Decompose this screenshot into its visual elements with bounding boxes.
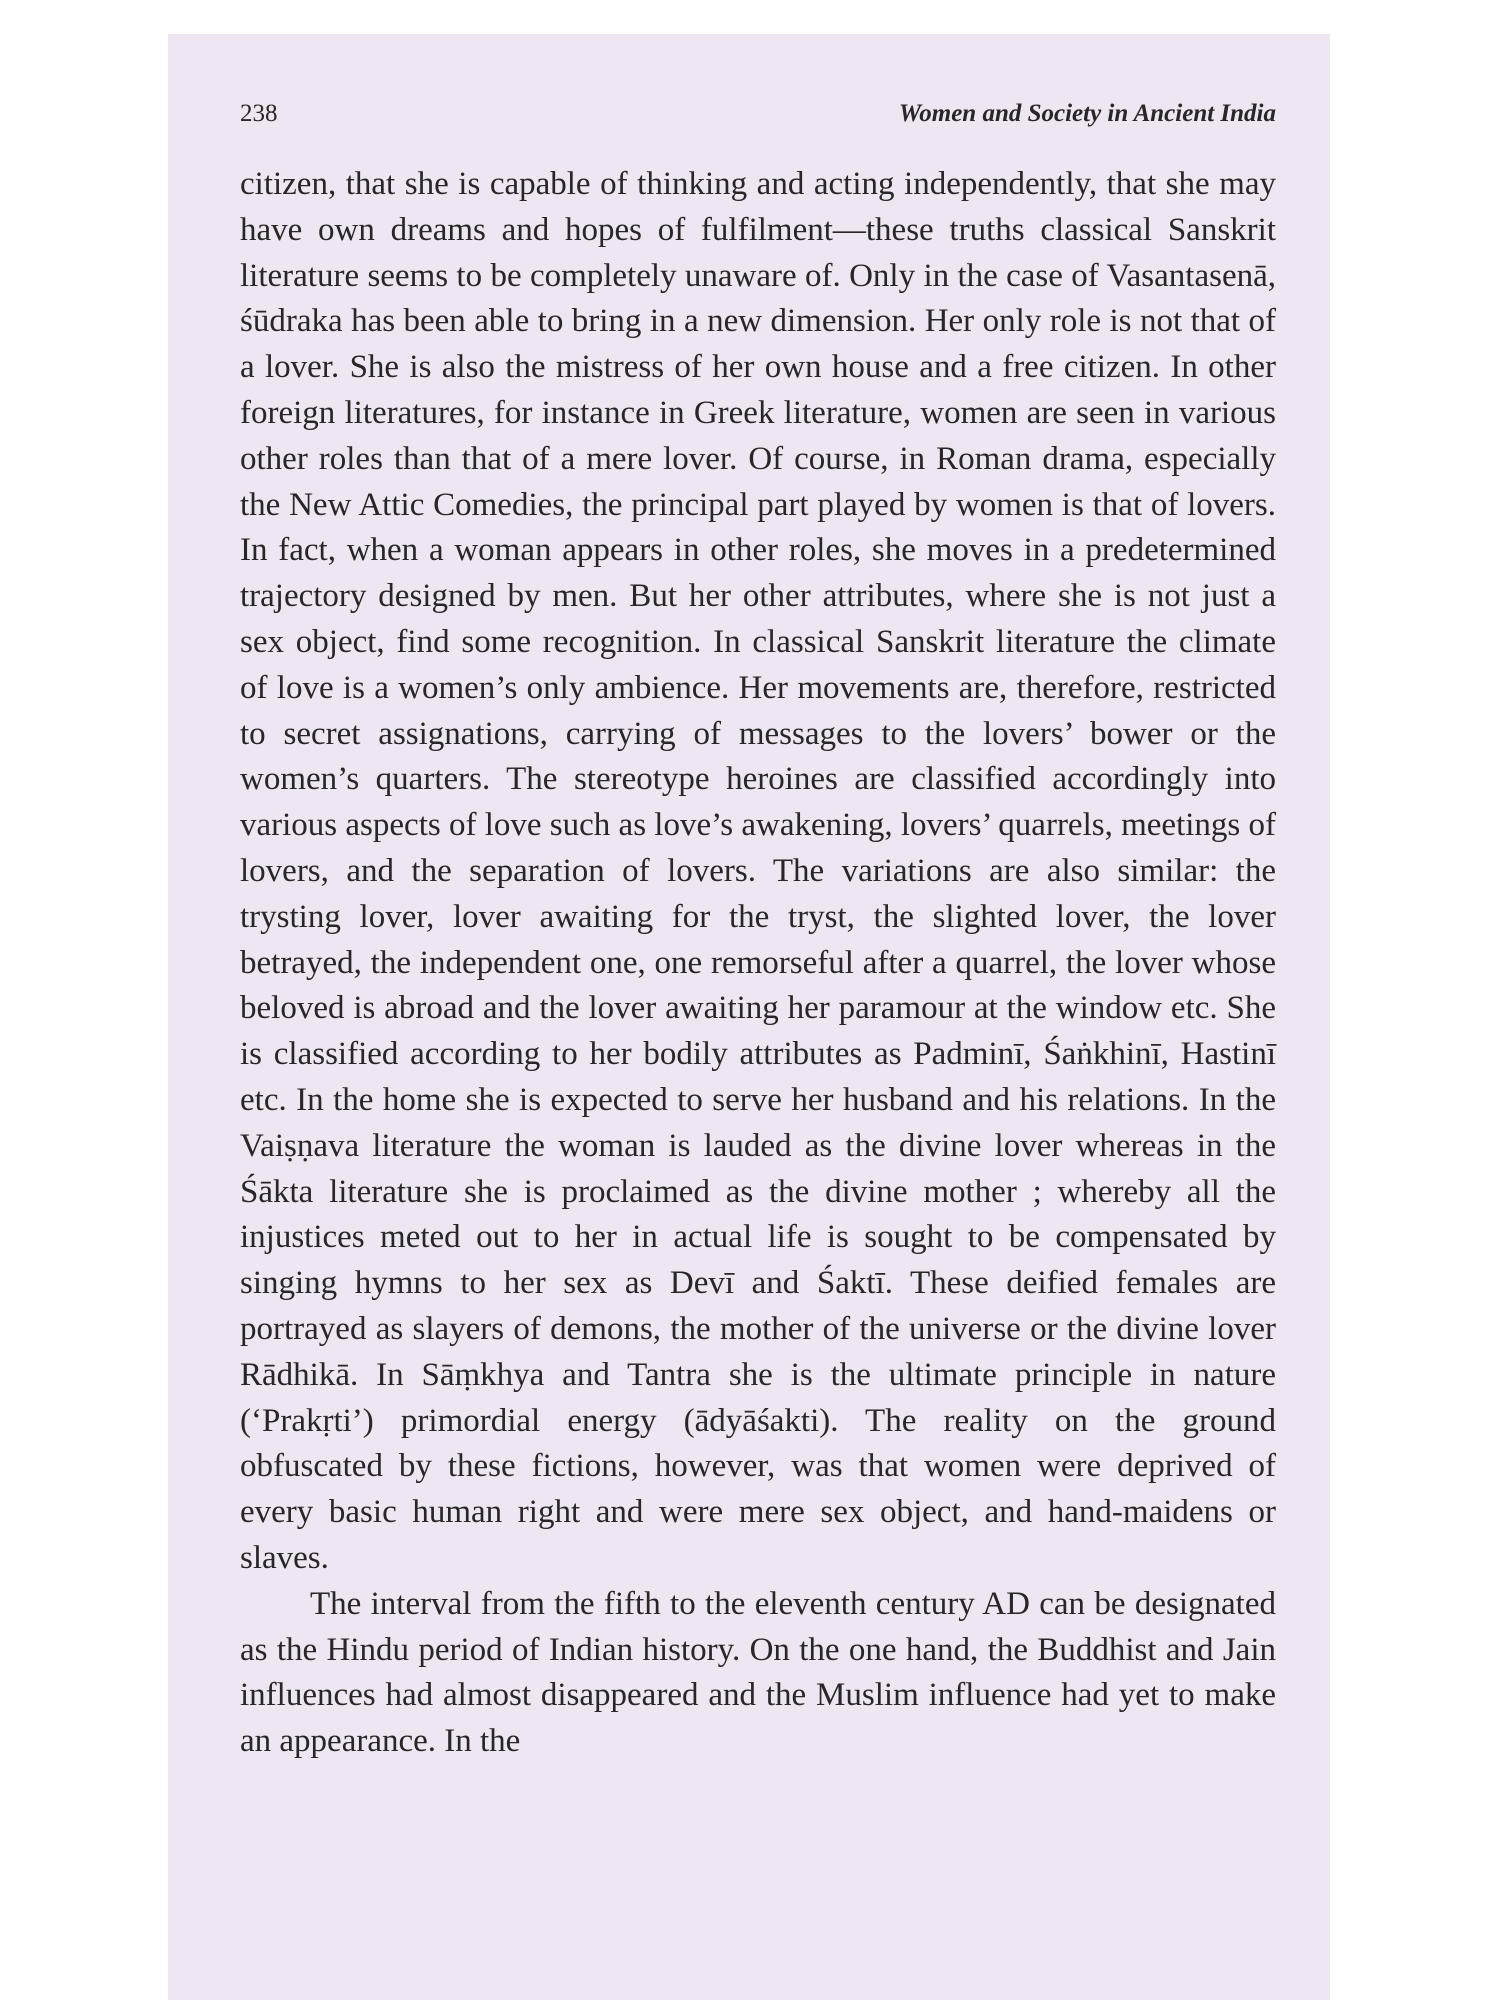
body-text (240, 162, 1276, 1765)
paragraph: citizen, that she is capable of thinking and acting independently, that she may have own dreams and hopes of fulfilment—these truths classical Sanskrit literature seems to be completely unaware of. Only in the case of Vasantasenā, śūdraka has been able to bring in a new dimension. Her only role is not that of a lover. She is also the mistress of her own house and a free citizen. In other foreign literatures, for instance in Greek literature, women are seen in various other roles than that of a mere lover. Of course, in Roman drama, especially the New Attic Comedies, the principal part played by women is that of lovers. In fact, when a woman appears in other roles, she moves in a predetermined trajectory designed by men. But her other attributes, where she is not just a sex object, find some recognition. In classical Sanskrit literature the climate of love is a women’s only ambience. Her movements are, therefore, restricted to secret assignations, carrying of messages to the lovers’ bower or the women’s quarters. The stereotype heroines are classified accordingly into various aspects of love such as love’s awakening, lovers’ quarrels, meetings of lovers, and the separation of lovers. The variations are also similar: the trysting lover, lover awaiting for the tryst, the slighted lover, the lover betrayed, the independent one, one remorseful after a quarrel, the lover whose beloved is abroad and the lover awaiting her paramour at the window etc. She is classified according to her bodily attributes as Padminī, Śaṅkhinī, Hastinī etc. In the home she is expected to serve her husband and his relations. In the Vaiṣṇava literature the woman is lauded as the divine lover whereas in the Śākta literature she is proclaimed as the divine mother ; whereby all the injustices meted out to her in actual life is sought to be compensated by singing hymns to her sex as Devī and Śaktī. These deified females are portrayed as slayers of demons, the mother of the universe or the divine lover Rādhikā. In Sāṃkhya and Tantra she is the ultimate principle in nature (‘Prakṛti’) primordial energy (ādyāśakti). The reality on the ground obfuscated by these fictions, however, was that women were deprived of every basic human right and were mere sex object, and hand-maidens or slaves. (240, 166, 1276, 1576)
page-number: 238 (240, 100, 278, 127)
page-header (240, 94, 1276, 134)
book-page (168, 34, 1330, 2000)
running-title: Women and Society in Ancient India (898, 100, 1276, 127)
paragraph: The interval from the fifth to the eleventh century AD can be designated as the Hindu period of Indian history. On the one hand, the Buddhist and Jain influences had almost disappeared and the Muslim influence had yet to make an appearance. In the (240, 1585, 1276, 1760)
